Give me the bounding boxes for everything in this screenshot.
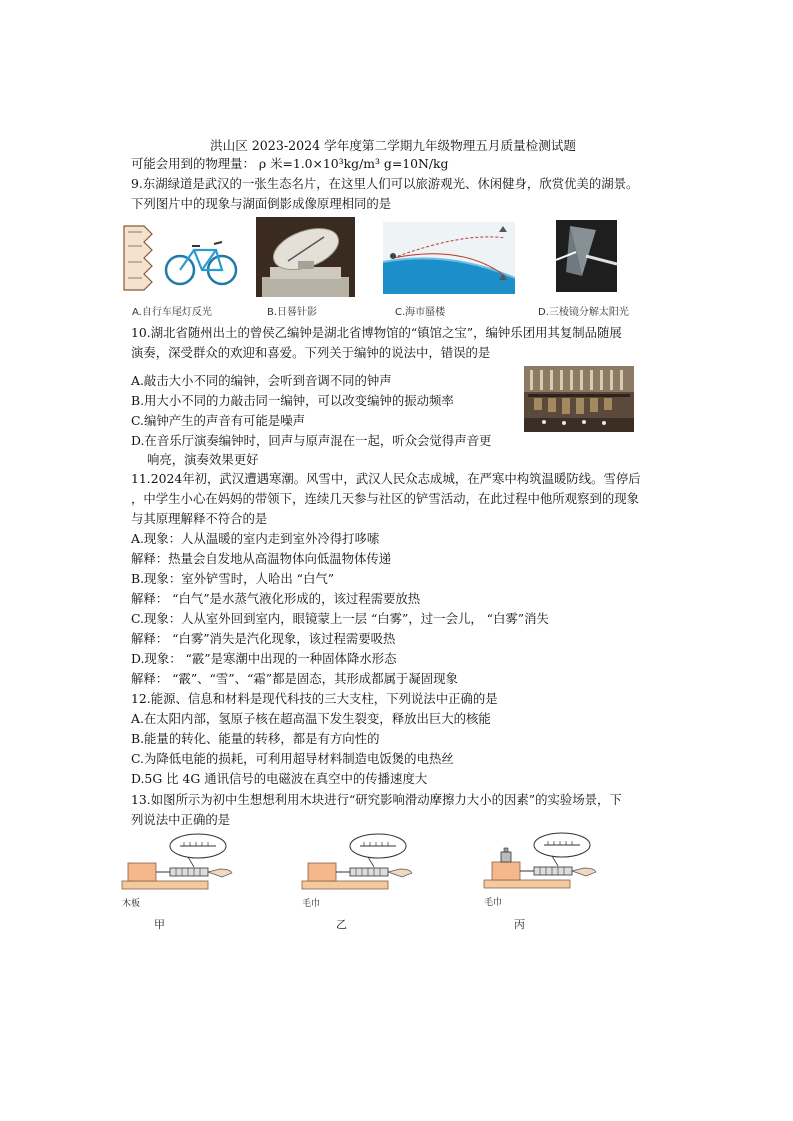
- q11-option-c-explanation: 解释： “白雾”消失是汽化现象，该过程需要吸热: [131, 631, 396, 646]
- q13-stem-2: 列说法中正确的是: [131, 812, 231, 827]
- figure-label-yi: 乙: [336, 918, 347, 931]
- surface-label-jia: 木板: [122, 899, 141, 909]
- figure-label-jia: 甲: [154, 918, 165, 931]
- q9-caption-c: C.海市蜃楼: [395, 307, 446, 318]
- q11-stem-3: 与其原理解释不符合的是: [131, 511, 268, 526]
- q11-option-b-explanation: 解释： “白气”是水蒸气液化形成的，该过程需要放热: [131, 591, 421, 606]
- surface-label-yi: 毛巾: [302, 899, 321, 909]
- q9-caption-a: A.自行车尾灯反光: [132, 307, 212, 318]
- page-title: 洪山区 2023-2024 学年度第二学期九年级物理五月质量检测试题: [210, 138, 577, 153]
- q13-stem-1: 13.如图所示为初中生想想利用木块进行“研究影响滑动摩擦力大小的因素”的实验场景，下: [131, 792, 622, 807]
- prism-image: [556, 220, 617, 292]
- bicycle-reflector-image: [122, 222, 242, 298]
- q12-stem: 12.能源、信息和材料是现代科技的三大支柱，下列说法中正确的是: [131, 691, 498, 706]
- q9-stem-2: 下列图片中的现象与湖面倒影成像原理相同的是: [131, 196, 392, 211]
- surface-label-bing: 毛巾: [484, 898, 503, 908]
- experiment-bing-figure: [478, 830, 602, 894]
- q11-stem-1: 11.2024年初，武汉遭遇寒潮。风雪中，武汉人民众志成城，在严寒中构筑温暖防线。雪停后: [131, 471, 641, 486]
- q11-option-d-explanation: 解释： “霰”、“雪”、“霜”都是固态，其形成都属于凝固现象: [131, 671, 458, 686]
- q9-stem-1: 9.东湖绿道是武汉的一张生态名片，在这里人们可以旅游观光、休闲健身，欣赏优美的湖景。: [131, 176, 639, 191]
- q10-option-d-1: D.在音乐厅演奏编钟时，回声与原声混在一起，听众会觉得声音更: [131, 433, 492, 448]
- q12-option-c: C.为降低电能的损耗，可利用超导材料制造电饭煲的电热丝: [131, 751, 454, 766]
- q11-option-b-phenomenon: B.现象：室外铲雪时，人哈出 “白气”: [131, 571, 335, 586]
- q9-caption-d: D.三棱镜分解太阳光: [538, 307, 629, 318]
- chime-bells-image: [524, 366, 634, 432]
- q9-caption-b: B.日晷针影: [267, 307, 318, 318]
- q10-stem-1: 10.湖北省随州出土的曾侯乙编钟是湖北省博物馆的“镇馆之宝”，编钟乐团用其复制品随展: [131, 325, 622, 340]
- q12-option-a: A.在太阳内部，氢原子核在超高温下发生裂变，释放出巨大的核能: [131, 711, 491, 726]
- mirage-image: [383, 222, 515, 294]
- q10-stem-2: 演奏，深受群众的欢迎和喜爱。下列关于编钟的说法中，错误的是: [131, 345, 491, 360]
- sundial-image: [256, 217, 355, 297]
- q11-option-a-explanation: 解释：热量会自发地从高温物体向低温物体传递: [131, 551, 392, 566]
- q11-stem-2: ，中学生小心在妈妈的带领下，连续几天参与社区的铲雪活动，在此过程中他所观察到的现象: [131, 491, 640, 506]
- figure-label-bing: 丙: [514, 918, 525, 931]
- q11-option-d-phenomenon: D.现象： “霰”是寒潮中出现的一种固体降水形态: [131, 651, 397, 666]
- q10-option-b: B.用大小不同的力敲击同一编钟，可以改变编钟的振动频率: [131, 393, 454, 408]
- q12-option-b: B.能量的转化、能量的转移，都是有方向性的: [131, 731, 380, 746]
- q10-option-c: C.编钟产生的声音有可能是噪声: [131, 413, 306, 428]
- experiment-yi-figure: [298, 833, 418, 895]
- q10-option-a: A.敲击大小不同的编钟，会听到音调不同的钟声: [131, 373, 392, 388]
- q11-option-c-phenomenon: C.现象：人从室外回到室内，眼镜蒙上一层 “白雾”，过一会儿， “白雾”消失: [131, 611, 549, 626]
- q10-option-d-2: 响亮，演奏效果更好: [147, 452, 259, 467]
- experiment-jia-figure: [118, 833, 238, 895]
- q12-option-d: D.5G 比 4G 通讯信号的电磁波在真空中的传播速度大: [131, 771, 428, 786]
- q11-option-a-phenomenon: A.现象：人从温暖的室内走到室外冷得打哆嗦: [131, 531, 380, 546]
- constants-line: 可能会用到的物理量： ρ 米=1.0×10³kg/m³ g=10N/kg: [131, 156, 449, 171]
